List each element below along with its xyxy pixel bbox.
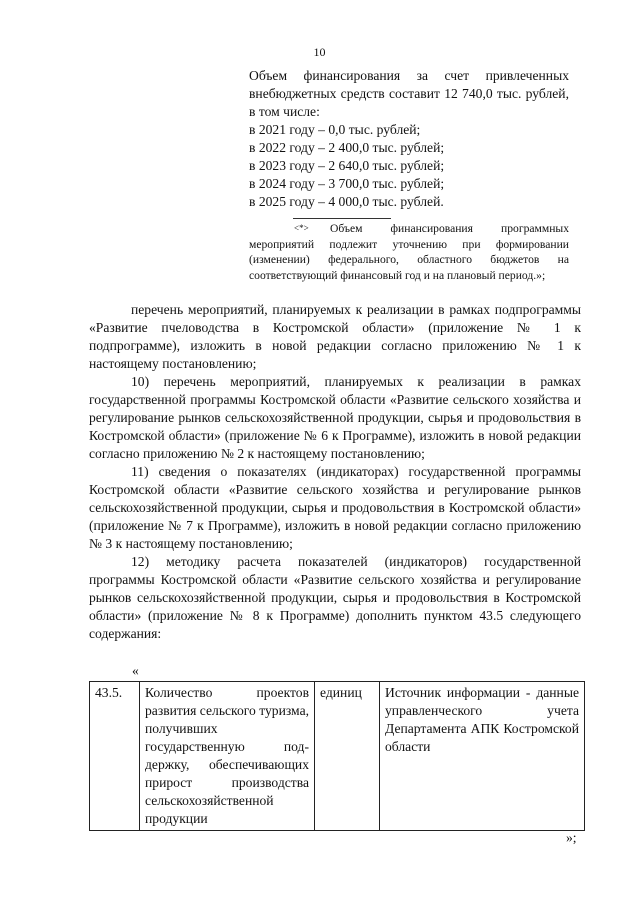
paragraph-12: 12) методику расчета показателей (индикаторов) государственной программы Костромской области «Развитие сельского хозяйства и регулирование рынков сельскохозяйственной продукции, сырья и продовольствия в Костромской области» (приложение № 8 к Программе) дополнить пунктом 43.5 следующего содержания: [89,554,581,641]
paragraph-10: 10) перечень мероприятий, планируемых к реализации в рамках государственной программы Костромской области «Развитие сельского хозяйства и регулирование рынков сельскохозяйственной продукции, сырья и продовольствия в Костромской области» (приложение № 6 к Программе), изложить в новой редакции согласно приложению № 2 к настоящему постановлению; [89,374,581,461]
cell-unit: единиц [315,682,380,831]
closing-quote: »; [566,830,577,845]
table-row [90,682,585,831]
paragraph-apiculture-list: перечень мероприятий, планируемых к реализации в рамках подпрограммы «Развитие пчеловодства в Костромской области» (приложение № 1 к подпрограмме), изложить в новой редакции согласно приложению № 1 к настоящему постановлению; [89,302,581,371]
footnote-rule [293,218,391,219]
funding-year-2022: в 2022 году – 2 400,0 тыс. рублей; [249,140,445,155]
cell-number: 43.5. [90,682,140,831]
funding-intro: Объем финансирования за счет привлеченных внебюджетных средств составит 12 740,0 тыс. рублей, в том числе: [249,68,569,119]
funding-year-2023: в 2023 году – 2 640,0 тыс. рублей; [249,158,445,173]
funding-year-2021: в 2021 году – 0,0 тыс. рублей; [249,122,421,137]
opening-quote: « [132,663,139,678]
cell-indicator: Количество проектов развития сельского туризма, получивших государственную под-держку, обеспечивающих прирост производства сельскохозяйственной продукции [140,682,315,831]
funding-year-2024: в 2024 году – 3 700,0 тыс. рублей; [249,176,445,191]
page-number: 10 [313,45,326,59]
indicator-table [89,681,585,831]
footnote-first-line [249,221,569,237]
funding-year-2025: в 2025 году – 4 000,0 тыс. рублей. [249,194,444,209]
footnote [249,218,569,283]
cell-source: Источник информации - данные управленческого учета Департамента АПК Костромской области [380,682,585,831]
footnote-mark: <*> [294,223,309,233]
footnote-first-text: Объем финансирования программных [330,222,569,235]
footnote-text: мероприятий подлежит уточнению при формировании (изменении) федерального, областного бюджетов на соответствующий финансовый год и на плановый период.»; [249,237,569,282]
body-text [89,301,581,643]
paragraph-11: 11) сведения о показателях (индикаторах) государственной программы Костромской области «Развитие сельского хозяйства и регулирование рынков сельскохозяйственной продукции, сырья и продовольствия в Костромской области» (приложение № 7 к Программе), изложить в новой редакции согласно приложению № 3 к настоящему постановлению; [89,464,581,551]
funding-block [249,67,569,211]
